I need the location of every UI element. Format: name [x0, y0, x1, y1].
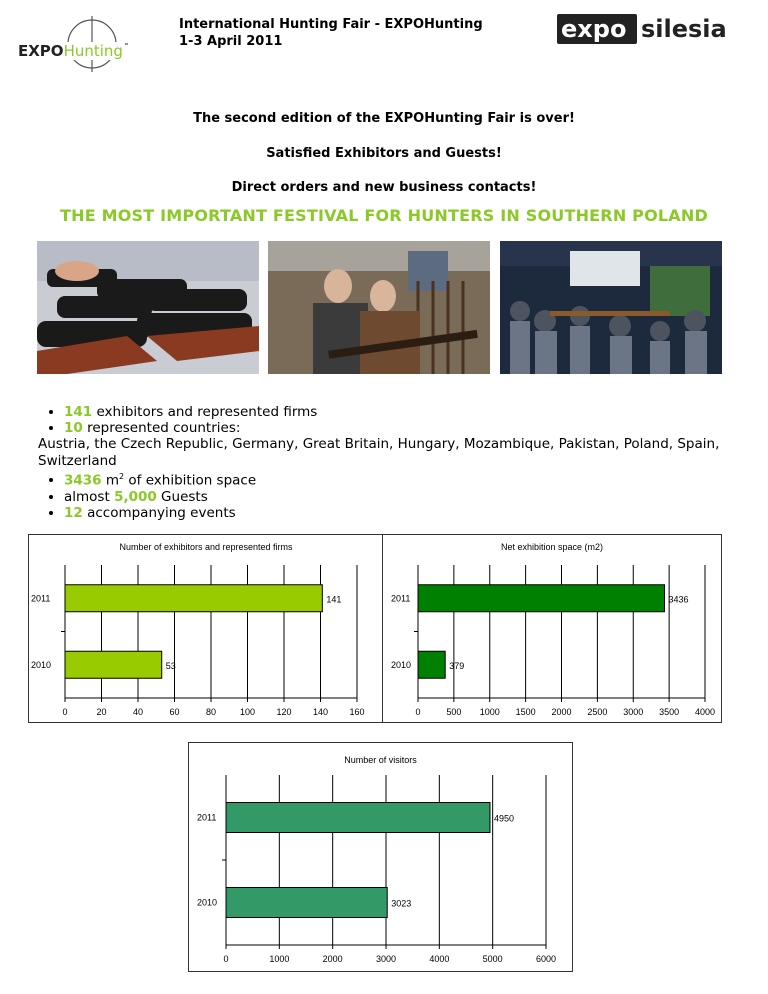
stat-text: represented countries:	[82, 420, 241, 437]
stat-unit-sup: 2	[119, 471, 125, 481]
exposilesia-logo	[557, 14, 742, 44]
stat-text: accompanying events	[82, 504, 236, 521]
data-label: 3023	[391, 898, 412, 909]
chart-visitors	[188, 742, 573, 972]
list-item	[64, 469, 764, 489]
photo-stand-rifles	[268, 241, 490, 374]
x-tick-label: 3500	[659, 707, 680, 717]
x-tick-label: 2000	[322, 954, 343, 964]
x-tick-label: 0	[415, 707, 421, 717]
header-title-line1: International Hunting Fair - EXPOHunting	[179, 17, 483, 32]
bar	[418, 585, 665, 612]
chart-title: Number of visitors	[344, 755, 417, 765]
stat-text: exhibitors and represented firms	[92, 404, 318, 420]
stats-list	[38, 404, 764, 521]
intro-line-3: Direct orders and new business contacts!	[231, 180, 537, 195]
category-label: 2011	[31, 593, 51, 604]
stat-number: 12	[64, 504, 83, 521]
list-item	[38, 420, 764, 469]
category-label: 2011	[197, 812, 217, 823]
main-headline: THE MOST IMPORTANT FESTIVAL FOR HUNTERS IN SOUTHERN POLAND	[60, 206, 708, 225]
x-tick-label: 4000	[694, 707, 716, 717]
category-label: 2011	[391, 593, 411, 604]
x-tick-label: 0	[223, 954, 229, 964]
stat-number: 3436	[64, 472, 102, 489]
list-item	[64, 489, 764, 505]
x-tick-label: 1000	[269, 954, 290, 964]
intro-line-1: The second edition of the EXPOHunting Fair is over!	[193, 111, 575, 126]
intro-line-2: Satisfied Exhibitors and Guests!	[266, 146, 502, 161]
stat-number: 5,000	[114, 488, 157, 505]
data-label: 3436	[668, 594, 689, 605]
stat-number: 10	[64, 420, 83, 437]
chart-exhibition-space	[382, 534, 722, 723]
chart-title: Number of exhibitors and represented firms	[119, 542, 293, 552]
photo-binoculars	[37, 241, 259, 374]
x-tick-label: 100	[239, 707, 256, 717]
x-tick-label: 1000	[479, 707, 500, 717]
bar	[226, 803, 490, 833]
data-label: 141	[326, 594, 342, 605]
x-tick-label: 80	[205, 707, 217, 717]
category-label: 2010	[391, 659, 412, 670]
logo-expo-text: EXPO	[18, 42, 64, 60]
x-tick-label: 6000	[535, 954, 557, 964]
list-item	[64, 404, 764, 420]
chart-exhibitors	[28, 534, 384, 723]
stat-number: 141	[64, 404, 93, 420]
stat-text: of exhibition space	[124, 472, 257, 489]
bar	[226, 888, 387, 918]
x-tick-label: 20	[96, 707, 107, 717]
stat-text: Guests	[156, 488, 208, 505]
x-tick-label: 140	[312, 707, 329, 717]
x-tick-label: 2000	[551, 707, 572, 717]
bar	[65, 585, 322, 612]
x-tick-label: 40	[132, 707, 144, 717]
chart-exhibition-space-svg	[383, 535, 721, 722]
logo-silesia-word: silesia	[641, 15, 727, 43]
category-label: 2010	[197, 897, 218, 908]
data-label: 53	[165, 660, 176, 671]
bar	[418, 651, 445, 678]
x-tick-label: 500	[446, 707, 462, 717]
x-tick-label: 2500	[587, 707, 608, 717]
category-label: 2010	[31, 659, 52, 670]
stat-pre: almost	[64, 488, 115, 505]
bar	[65, 651, 162, 678]
chart-title: Net exhibition space (m2)	[500, 542, 604, 552]
x-tick-label: 120	[276, 707, 292, 717]
logo-expo-word: expo	[561, 15, 627, 43]
x-tick-label: 60	[169, 707, 180, 717]
countries-list: Austria, the Czech Republic, Germany, Great Britain, Hungary, Mozambique, Pakistan, Poland, Spain, Switzerland	[38, 436, 720, 469]
x-tick-label: 5000	[482, 954, 503, 964]
x-tick-label: 1500	[515, 707, 536, 717]
chart-exhibitors-svg	[29, 535, 383, 722]
stat-unit: m	[101, 472, 120, 489]
expohunting-logo	[10, 14, 130, 72]
x-tick-label: 0	[62, 707, 68, 717]
chart-visitors-svg	[189, 743, 572, 971]
x-tick-label: 160	[349, 707, 365, 717]
data-label: 4950	[494, 813, 515, 824]
header-title	[179, 16, 483, 50]
logo-hunting-text: Hunting	[63, 42, 123, 60]
header-title-line2: 1-3 April 2011	[179, 34, 283, 49]
x-tick-label: 4000	[429, 954, 450, 964]
x-tick-label: 3000	[375, 954, 397, 964]
data-label: 379	[449, 660, 465, 671]
photo-exhibition-hall	[500, 241, 722, 374]
x-tick-label: 3000	[623, 707, 644, 717]
list-item	[64, 505, 764, 521]
